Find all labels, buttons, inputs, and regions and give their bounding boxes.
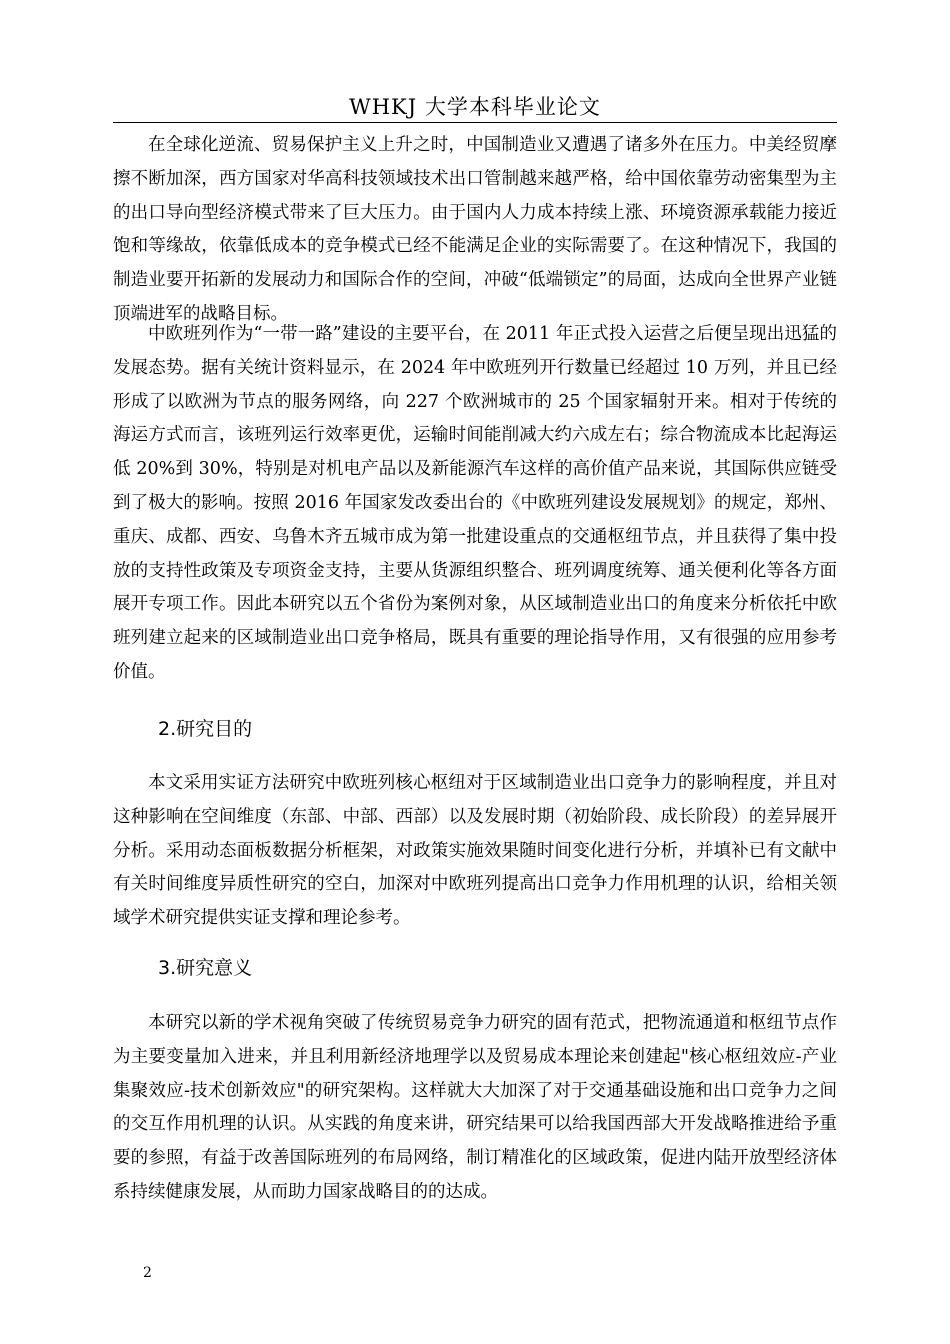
section-heading-significance: 3.研究意义 [158, 957, 253, 979]
section-heading-purpose: 2.研究目的 [158, 718, 253, 740]
running-header-title: WHKJ 大学本科毕业论文 [349, 95, 601, 119]
header-divider [113, 122, 837, 123]
body-paragraph-background-2: 中欧班列作为“一带一路”建设的主要平台，在 2011 年正式投入运营之后便呈现出迅猛的发展态势。据有关统计资料显示，在 2024 年中欧班列开行数量已经超过 10 万列，并且已经形成了以欧洲为节点的服务网络，向 227 个欧洲城市的 25 个国家辐射开来。相对于传统的海运方式而言，该班列运行效率更优，运输时间能削减大约六成左右；综合物流成本比起海运低 20%到 30%，特别是对机电产品以及新能源汽车这样的高价值产品来说，其国际供应链受到了极大的影响。按照 2016 年国家发改委出台的《中欧班列建设发展规划》的规定，郑州、重庆、成都、西安、乌鲁木齐五城市成为第一批建设重点的交通枢纽节点，并且获得了集中投放的支持性政策及专项资金支持，主要从货源组织整合、班列调度统筹、通关便利化等各方面展开专项工作。因此本研究以五个省份为案例对象，从区域制造业出口的角度来分析依托中欧班列建立起来的区域制造业出口竞争格局，既具有重要的理论指导作用，又有很强的应用参考价值。 [113, 324, 837, 682]
body-paragraph-background-1: 在全球化逆流、贸易保护主义上升之时，中国制造业又遭遇了诸多外在压力。中美经贸摩擦不断加深，西方国家对华高科技领域技术出口管制越来越严格，给中国依靠劳动密集型为主的出口导向型经济模式带来了巨大压力。由于国内人力成本持续上涨、环境资源承载能力接近饱和等缘故，依靠低成本的竞争模式已经不能满足企业的实际需要了。在这种情况下，我国的制造业要开拓新的发展动力和国际合作的空间，冲破“低端锁定”的局面，达成向全世界产业链顶端进军的战略目标。 [113, 135, 837, 324]
page-number: 2 [143, 1265, 152, 1281]
body-paragraph-significance: 本研究以新的学术视角突破了传统贸易竞争力研究的固有范式，把物流通道和枢纽节点作为主要变量加入进来，并且利用新经济地理学以及贸易成本理论来创建起"核心枢纽效应-产业集聚效应-技术创新效应"的研究架构。这样就大大加深了对于交通基础设施和出口竞争力之间的交互作用机理的认识。从实践的角度来讲，研究结果可以给我国西部大开发战略推进给予重要的参照，有益于改善国际班列的布局网络，制订精准化的区域政策，促进内陆开放型经济体系持续健康发展，从而助力国家战略目的的达成。 [113, 1013, 837, 1202]
body-paragraph-purpose: 本文采用实证方法研究中欧班列核心枢纽对于区域制造业出口竞争力的影响程度，并且对这种影响在空间维度（东部、中部、西部）以及发展时期（初始阶段、成长阶段）的差异展开分析。采用动态面板数据分析框架，对政策实施效果随时间变化进行分析，并填补已有文献中有关时间维度异质性研究的空白，加深对中欧班列提高出口竞争力作用机理的认识，给相关领域学术研究提供实证支撑和理论参考。 [113, 773, 837, 929]
